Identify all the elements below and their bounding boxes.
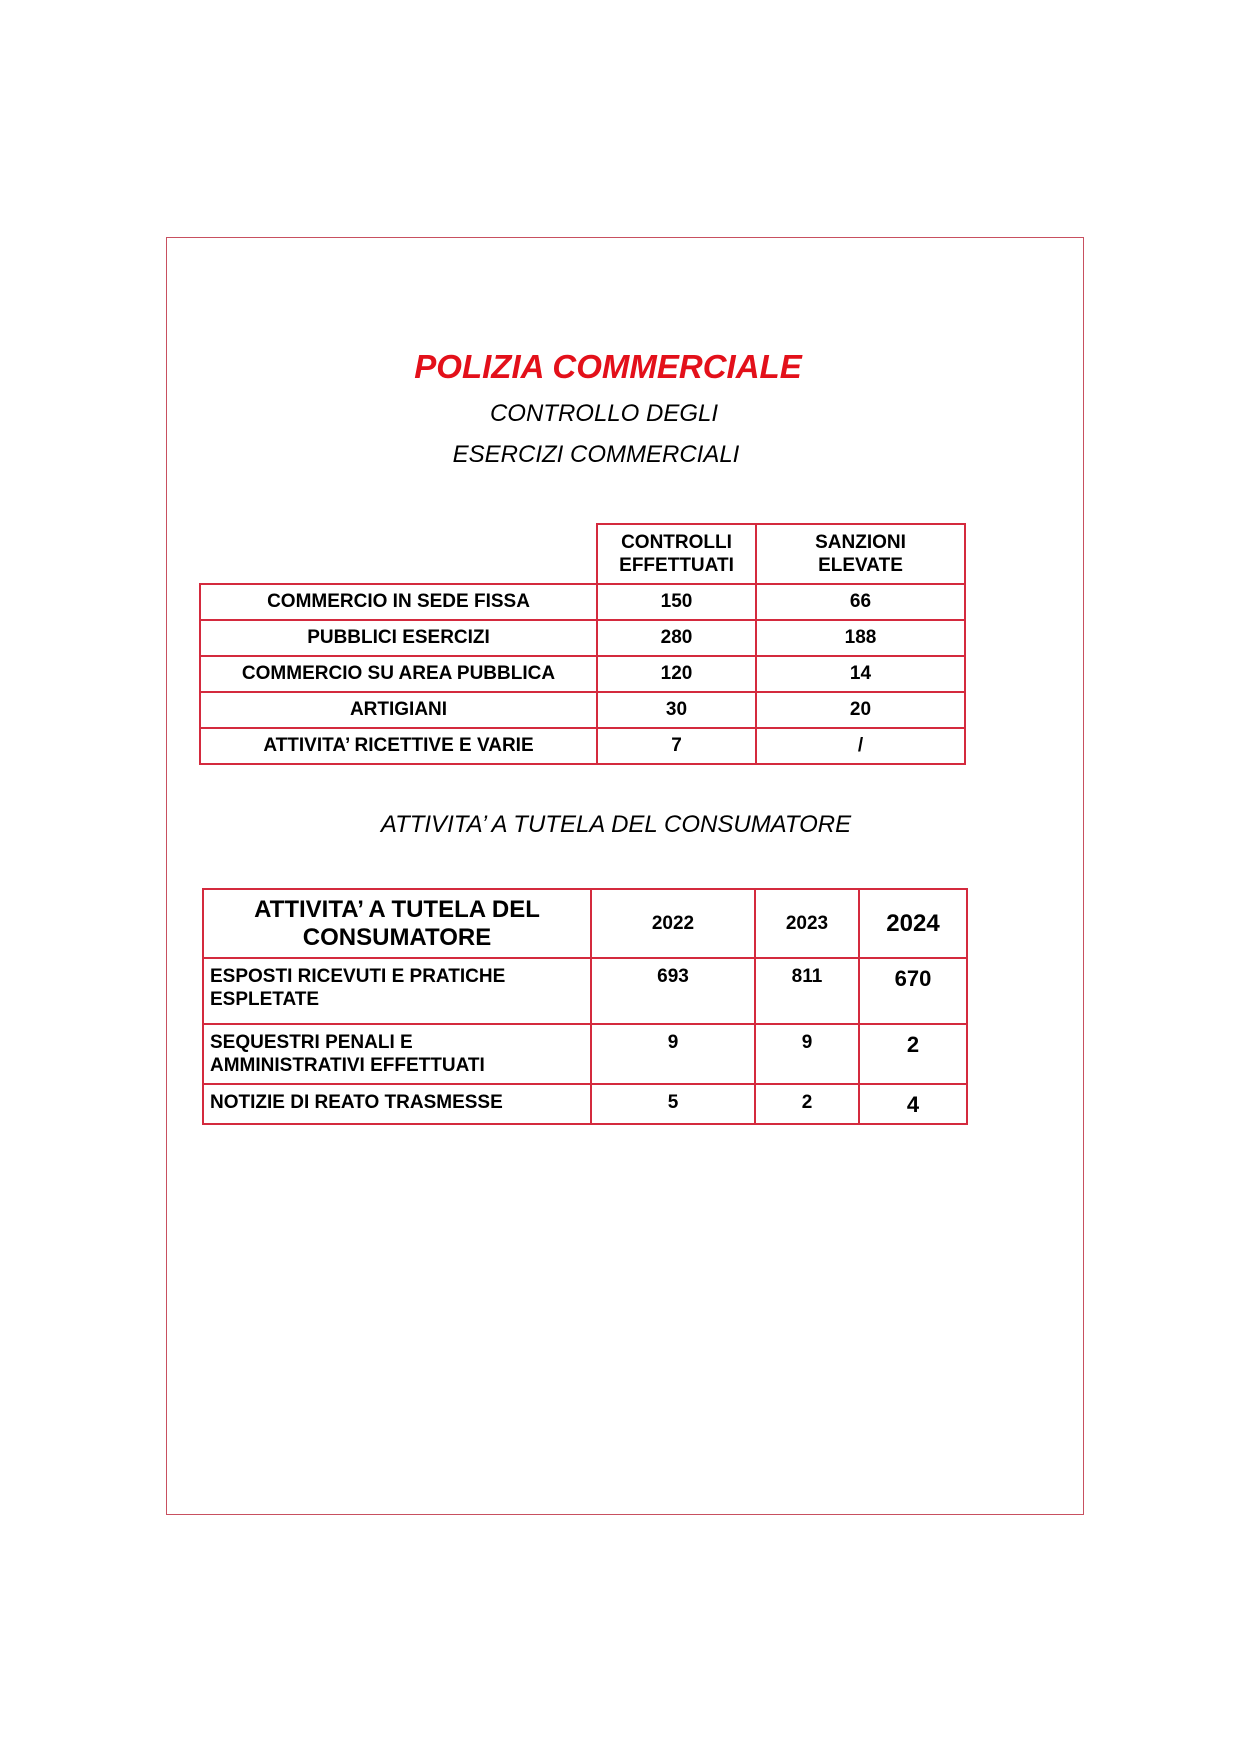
- header-controlli-line1: CONTROLLI: [621, 532, 732, 553]
- value-2023: 2: [755, 1084, 859, 1124]
- row-label: ARTIGIANI: [200, 692, 597, 728]
- header-blank-cell: [200, 524, 597, 584]
- header-controlli: [597, 524, 756, 584]
- sanzioni-value: 66: [756, 584, 965, 620]
- controlli-value: 280: [597, 620, 756, 656]
- controlli-value: 120: [597, 656, 756, 692]
- page-subtitle-line1: CONTROLLO DEGLI: [489, 400, 719, 427]
- table-header-row: [200, 524, 965, 584]
- table-row: [200, 584, 965, 620]
- row-label: [203, 958, 591, 1024]
- header-attivita-line2: CONSUMATORE: [302, 923, 492, 951]
- value-2022: 9: [591, 1024, 755, 1084]
- header-attivita: [203, 889, 591, 958]
- header-sanzioni-line2: ELEVATE: [818, 555, 903, 576]
- table-row: [203, 1084, 967, 1124]
- controlli-value: 150: [597, 584, 756, 620]
- row-label: COMMERCIO SU AREA PUBBLICA: [200, 656, 597, 692]
- sanzioni-value: /: [756, 728, 965, 764]
- row-label: [203, 1084, 591, 1124]
- value-2022: 5: [591, 1084, 755, 1124]
- table-header-row: [203, 889, 967, 958]
- header-sanzioni-line1: SANZIONI: [815, 532, 906, 553]
- header-controlli-line2: EFFETTUATI: [619, 555, 734, 576]
- row-label: ATTIVITA’ RICETTIVE E VARIE: [200, 728, 597, 764]
- table-row: [203, 1024, 967, 1084]
- header-year: 2023: [755, 889, 859, 958]
- row-label-line1: ESPOSTI RICEVUTI E PRATICHE: [210, 966, 506, 987]
- controlli-value: 7: [597, 728, 756, 764]
- table-row: [200, 656, 965, 692]
- header-attivita-line1: ATTIVITA’ A TUTELA DEL: [254, 895, 540, 923]
- controlli-value: 30: [597, 692, 756, 728]
- row-label: [203, 1024, 591, 1084]
- value-2023: 9: [755, 1024, 859, 1084]
- page-subtitle-line2: ESERCIZI COMMERCIALI: [452, 441, 740, 468]
- value-2024: 670: [859, 958, 967, 1024]
- row-label-line2: ESPLETATE: [210, 989, 320, 1010]
- header-year: 2022: [591, 889, 755, 958]
- row-label-line1: NOTIZIE DI REATO TRASMESSE: [210, 1092, 503, 1113]
- header-year: 2024: [859, 889, 967, 958]
- sanzioni-value: 20: [756, 692, 965, 728]
- esercizi-table: [199, 523, 966, 765]
- table-row: [200, 620, 965, 656]
- row-label: PUBBLICI ESERCIZI: [200, 620, 597, 656]
- sanzioni-value: 14: [756, 656, 965, 692]
- value-2022: 693: [591, 958, 755, 1024]
- page-frame: [166, 237, 1084, 1515]
- page-title: POLIZIA COMMERCIALE: [414, 348, 802, 385]
- table-row: [200, 728, 965, 764]
- consumatore-table: [202, 888, 968, 1125]
- sanzioni-value: 188: [756, 620, 965, 656]
- row-label-line2: AMMINISTRATIVI EFFETTUATI: [210, 1055, 485, 1076]
- row-label: COMMERCIO IN SEDE FISSA: [200, 584, 597, 620]
- value-2024: 4: [859, 1084, 967, 1124]
- section-title-consumatore: ATTIVITA’ A TUTELA DEL CONSUMATORE: [380, 811, 852, 838]
- value-2024: 2: [859, 1024, 967, 1084]
- header-sanzioni: [756, 524, 965, 584]
- table-row: [203, 958, 967, 1024]
- row-label-line1: SEQUESTRI PENALI E: [210, 1032, 413, 1053]
- table-row: [200, 692, 965, 728]
- value-2023: 811: [755, 958, 859, 1024]
